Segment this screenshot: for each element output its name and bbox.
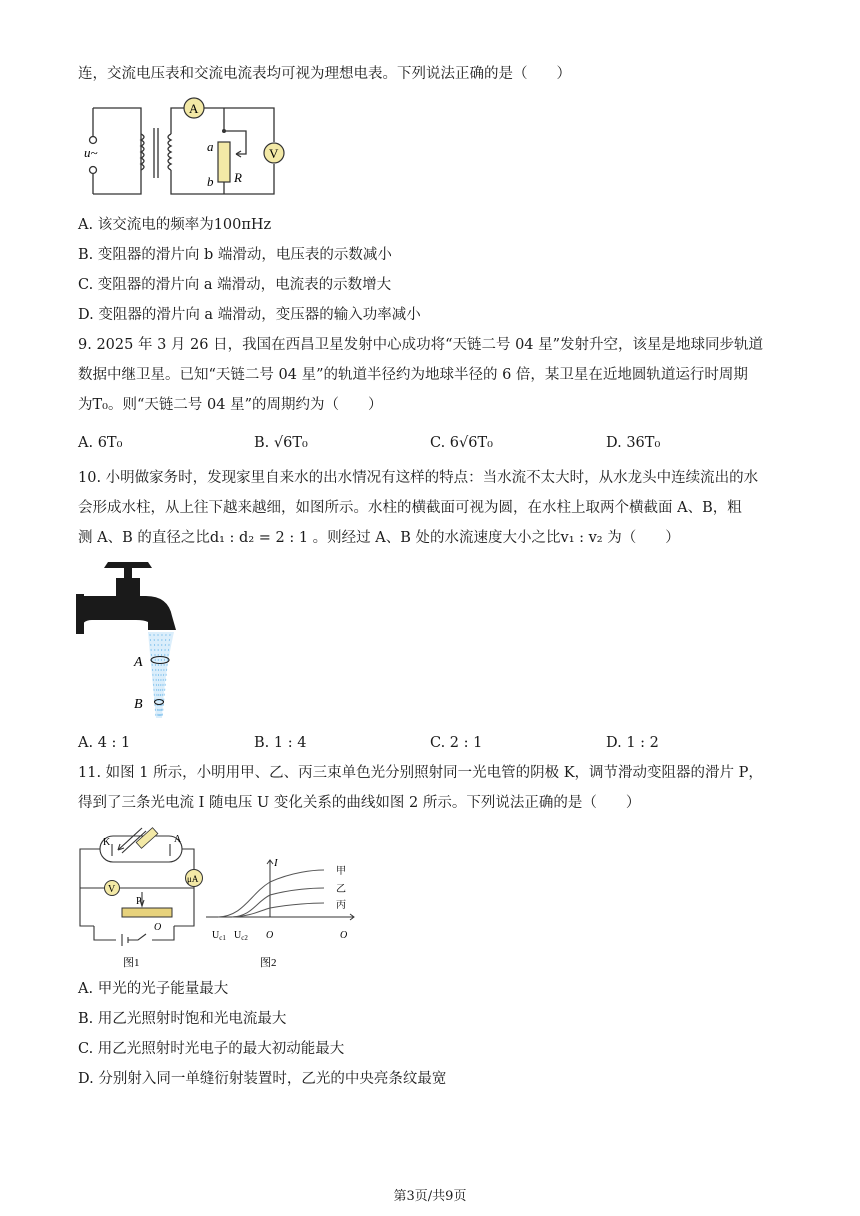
q8-intro: 连，交流电压表和交流电流表均可视为理想电表。下列说法正确的是（ ） [78,66,571,82]
q9-line-1: 9. 2025 年 3 月 26 日，我国在西昌卫星发射中心成功将“天链二号 04 星”发射升空，该星是地球同步轨道 [78,337,764,353]
q8-option-b: B. 变阻器的滑片向 b 端滑动，电压表的示数减小 [78,247,392,263]
q9-option-d: D. 36T₀ [606,435,661,451]
q11-option-b: B. 用乙光照射时饱和光电流最大 [78,1011,287,1027]
photocell-circuit-figure [76,826,210,972]
end-a-label: a [207,139,214,154]
resistor-label: R [234,170,242,185]
q11-line-2: 得到了三条光电流 I 随电压 U 变化关系的曲线如图 2 所示。下列说法正确的是（ ） [78,795,641,811]
source-label: u~ [84,145,98,160]
voltage-axis-label: O [340,930,348,941]
q10-option-c: C. 2 : 1 [430,735,483,751]
voltmeter-label: V [269,146,279,161]
q10-option-b: B. 1 : 4 [254,735,307,751]
q9-line-2: 数据中继卫星。已知“天链二号 04 星”的轨道半径约为地球半径的 6 倍，某卫星在近地圆轨道运行时周期 [78,367,748,383]
slider-p-label: P [136,896,142,907]
q8-circuit-figure [76,94,296,206]
q11-option-a: A. 甲光的光子能量最大 [78,981,229,997]
curve-jia-label: 甲 [336,866,346,877]
voltmeter-label-fig1: V [108,884,116,895]
faucet-figure [76,556,186,726]
current-axis-label: I [274,857,278,869]
uc2-label: $U_{c2}$ [234,930,248,942]
q10-line-3: 测 A、B 的直径之比d₁ : d₂ = 2 : 1 。则经过 A、B 处的水流速度大小之比v₁ : v₂ 为（ ） [78,530,680,546]
q11-option-d: D. 分别射入同一单缝衍射装置时，乙光的中央亮条纹最宽 [78,1071,447,1087]
uc1-label: $U_{c1}$ [212,930,226,942]
q9-option-c: C. 6√6T₀ [430,435,493,451]
microammeter-label: μA [187,874,199,884]
section-a-label: A [134,655,143,670]
q8-option-a: A. 该交流电的频率为100πHz [78,217,272,233]
figure-1-caption: 图1 [123,957,140,969]
section-b-label: B [134,697,143,712]
q9-line-3: 为T₀。则“天链二号 04 星”的周期约为（ ） [78,397,383,413]
curve-bing-label: 丙 [336,900,346,911]
q8-option-c: C. 变阻器的滑片向 a 端滑动，电流表的示数增大 [78,277,392,293]
curve-yi-label: 乙 [336,884,346,895]
q8-option-d: D. 变阻器的滑片向 a 端滑动，变压器的输入功率减小 [78,307,421,323]
q10-line-2: 会形成水柱，从上往下越来越细，如图所示。水柱的横截面可视为圆，在水柱上取两个横截面 A、B，粗 [78,500,742,516]
q9-option-b: B. √6T₀ [254,435,308,451]
page-footer: 第3页/共9页 [393,1189,467,1204]
anode-label: A [174,834,182,845]
point-o-label: O [154,922,162,933]
ammeter-label: A [189,101,199,116]
q11-line-1: 11. 如图 1 所示，小明用甲、乙、丙三束单色光分别照射同一光电管的阴极 K，调节滑动变阻器的滑片 P， [78,765,763,781]
q9-option-a: A. 6T₀ [78,435,123,451]
cathode-label: K [103,837,111,848]
iu-curve-figure [204,856,364,972]
q10-line-1: 10. 小明做家务时，发现家里自来水的出水情况有这样的特点：当水流不太大时，从水龙头中连续流出的水 [78,470,759,486]
figure-2-caption: 图2 [260,957,277,969]
q10-option-d: D. 1 : 2 [606,735,659,751]
q10-option-a: A. 4 : 1 [78,735,131,751]
q11-option-c: C. 用乙光照射时光电子的最大初动能最大 [78,1041,345,1057]
end-b-label: b [207,174,214,189]
origin-label: O [266,930,274,941]
